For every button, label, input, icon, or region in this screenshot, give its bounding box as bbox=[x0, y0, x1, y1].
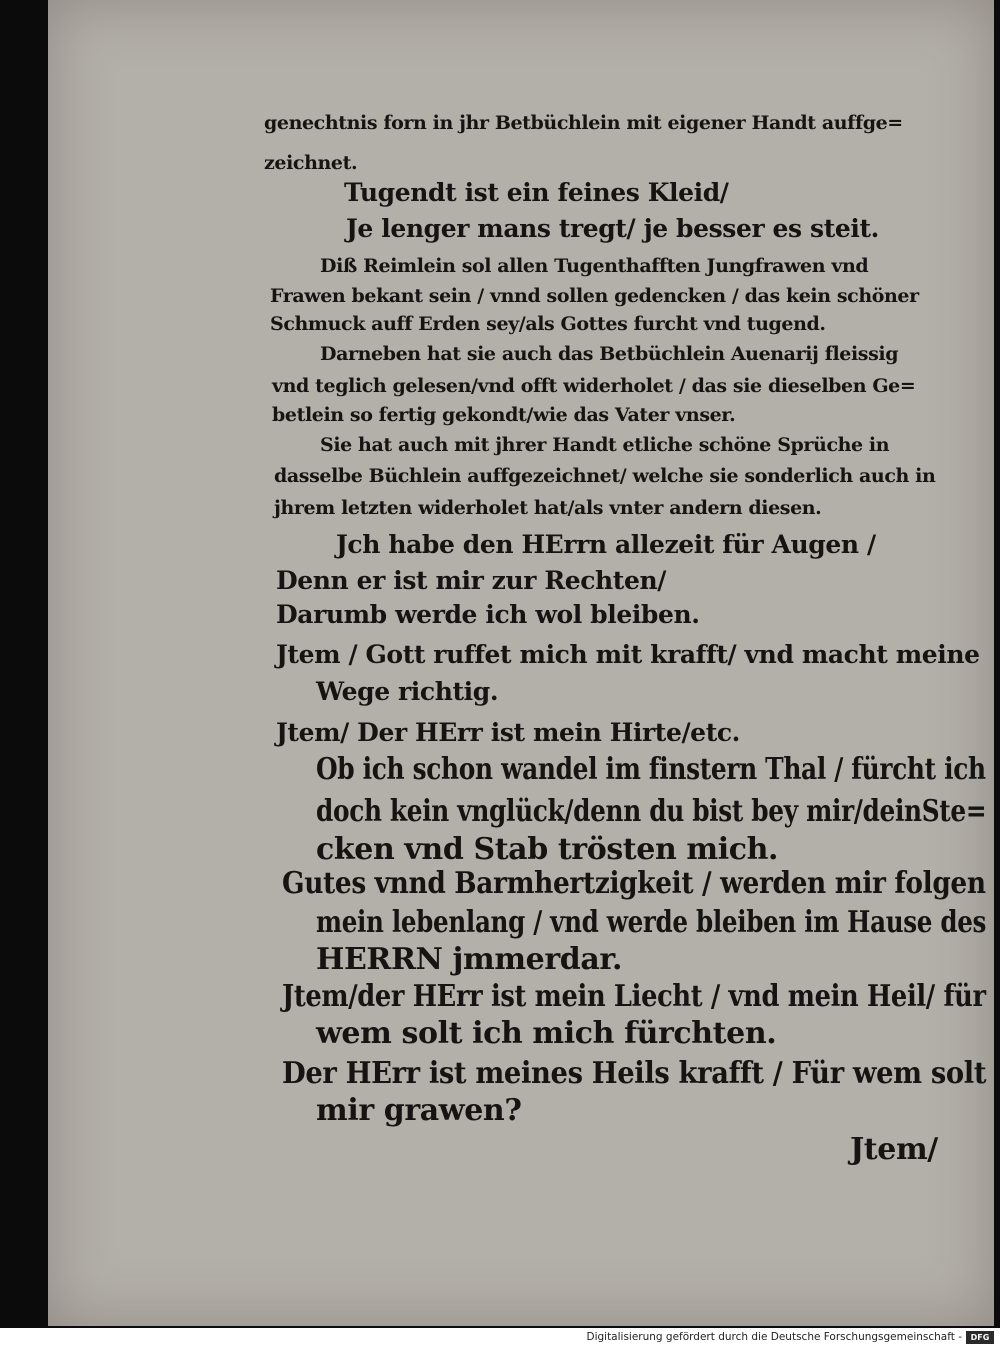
text-line: zeichnet. bbox=[264, 152, 358, 174]
verse-line: Jch habe den HErrn allezeit für Augen / bbox=[336, 530, 876, 559]
text-line: Frawen bekant sein / vnnd sollen gedencken / das kein schöner bbox=[270, 285, 919, 307]
verse-line: Jtem/ Der HErr ist mein Hirte/etc. bbox=[276, 718, 740, 747]
text-line: Sie hat auch mit jhrer Handt etliche schöne Sprüche in bbox=[320, 434, 890, 456]
book-page bbox=[48, 0, 994, 1326]
psalm-line: Ob ich schon wandel im finstern Thal / fürcht ich bbox=[316, 752, 986, 787]
text-line: genechtnis forn in jhr Betbüchlein mit eigener Handt auffge= bbox=[264, 112, 903, 134]
text-line: betlein so fertig gekondt/wie das Vater vnser. bbox=[272, 404, 736, 426]
psalm-line: HERRN jmmerdar. bbox=[316, 942, 623, 977]
psalm-line: mein lebenlang / vnd werde bleiben im Hause des bbox=[316, 905, 987, 940]
text-line: vnd teglich gelesen/vnd offt widerholet / das sie dieselben Ge= bbox=[272, 375, 916, 397]
psalm-line: wem solt ich mich fürchten. bbox=[316, 1016, 777, 1051]
verse-line: Wege richtig. bbox=[316, 677, 499, 706]
verse-line: Darumb werde ich wol bleiben. bbox=[276, 600, 700, 629]
text-line: dasselbe Büchlein auffgezeichnet/ welche sie sonderlich auch in bbox=[274, 465, 936, 487]
psalm-line: Der HErr ist meines Heils krafft / Für wem solt bbox=[282, 1056, 987, 1091]
psalm-line: Gutes vnnd Barmhertzigkeit / werden mir folgen bbox=[282, 866, 986, 901]
psalm-line: doch kein vnglück/denn du bist bey mir/deinSte= bbox=[316, 794, 987, 829]
verse-line: Je lenger mans tregt/ je besser es steit. bbox=[346, 214, 879, 243]
psalm-line: cken vnd Stab trösten mich. bbox=[316, 832, 779, 867]
text-line: Schmuck auff Erden sey/als Gottes furcht vnd tugend. bbox=[270, 313, 826, 335]
psalm-line: mir grawen? bbox=[316, 1093, 522, 1128]
verse-line: Denn er ist mir zur Rechten/ bbox=[276, 566, 666, 595]
text-line: jhrem letzten widerholet hat/als vnter andern diesen. bbox=[274, 497, 822, 519]
text-line: Darneben hat sie auch das Betbüchlein Auenarij fleissig bbox=[320, 343, 899, 365]
text-line: Diß Reimlein sol allen Tugenthafften Jungfrawen vnd bbox=[320, 255, 869, 277]
catchword: Jtem/ bbox=[850, 1132, 938, 1167]
verse-line: Jtem / Gott ruffet mich mit krafft/ vnd macht meine bbox=[276, 640, 980, 669]
footer-bar bbox=[0, 1328, 1000, 1348]
verse-line: Tugendt ist ein feines Kleid/ bbox=[344, 178, 729, 207]
dfg-logo-icon: DFG bbox=[966, 1331, 994, 1344]
psalm-line: Jtem/der HErr ist mein Liecht / vnd mein Heil/ für bbox=[282, 979, 986, 1014]
footer-credit: Digitalisierung gefördert durch die Deutsche Forschungsgemeinschaft - bbox=[586, 1331, 962, 1343]
